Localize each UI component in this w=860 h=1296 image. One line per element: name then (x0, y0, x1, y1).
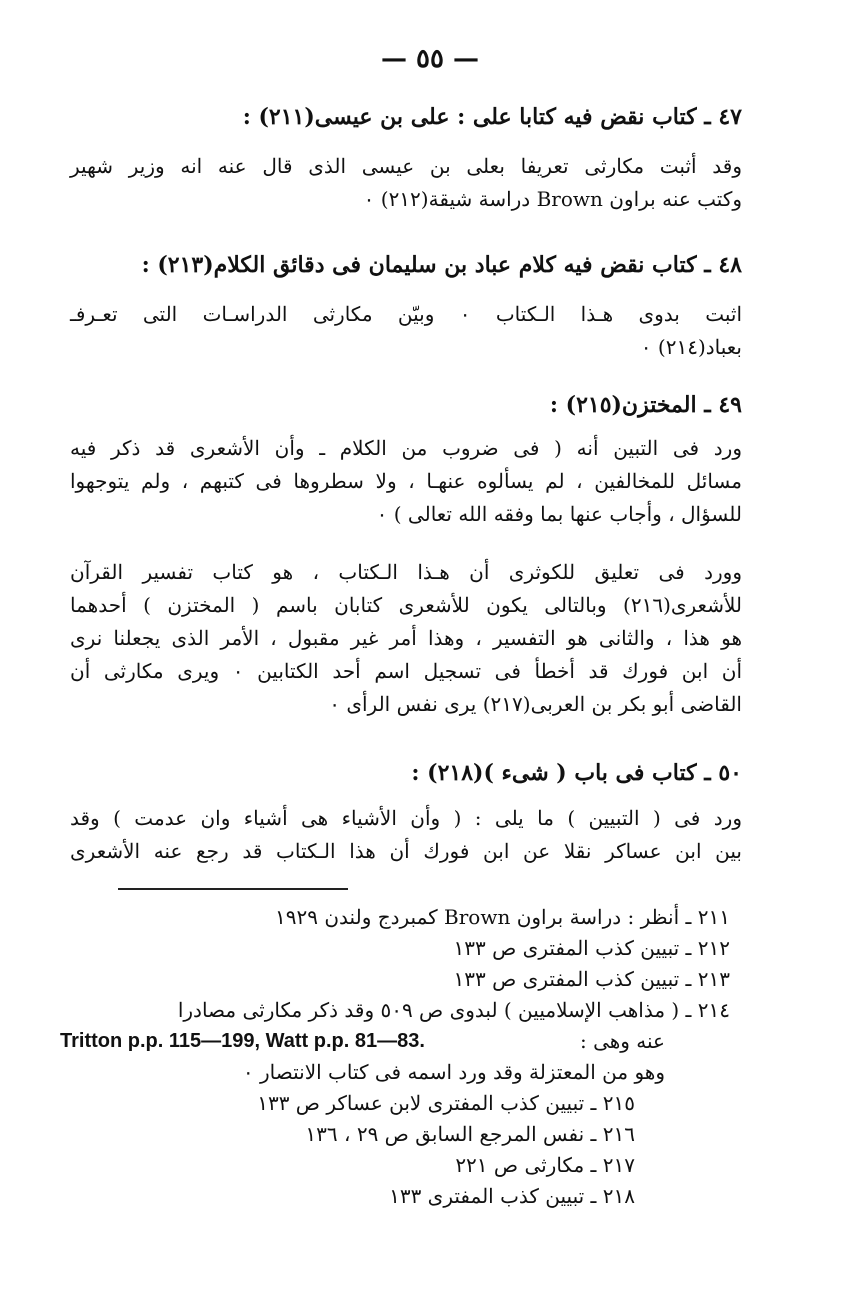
footnotes (60, 902, 730, 1212)
text-line: القاضى أبو بكر بن العربى(٢١٧) يرى نفس الرأى ٠ (329, 692, 742, 716)
footnote-214-label: عنه وهى : (579, 1029, 665, 1053)
text-line: مسائل للمخالفين ، لم يسألوه عنهـا ، ولا سطروها فى كتبهم ، ولم يتوجهوا (70, 469, 742, 493)
section-heading-50: ٥٠ ـ كتاب فى باب ( شىء )(٢١٨) : (411, 760, 742, 786)
section-49-paragraph-2 (70, 556, 742, 721)
section-49-paragraph-1 (70, 432, 742, 531)
text-line: أن ابن فورك قد أخطأ فى تسجيل اسم أحد الكتابين ٠ ويرى مكارثى أن (70, 659, 743, 683)
text-line: وورد فى تعليق للكوثرى أن هـذا الـكتاب ، هو كتاب تفسير القرآن (70, 560, 742, 584)
page-number: — ٥٥ — (380, 44, 480, 74)
text-line: هو هذا ، والثانى هو التفسير ، وهذا أمر غير مقبول ، الأمر الذى يجعلنا نرى (70, 626, 742, 650)
footnote-211: ٢١١ ـ أنظر : دراسة براون Brown كمبردج ولندن ١٩٢٩ (275, 905, 730, 929)
section-47-paragraph (70, 150, 742, 216)
footnote-213: ٢١٣ ـ تبيين كذب المفترى ص ١٣٣ (453, 967, 730, 991)
text-line: اثبت بدوى هـذا الـكتاب ٠ وبيّن مكارثى الدراسـات التى تعـرفـ (70, 302, 742, 326)
text-line: وقد أثبت مكارثى تعريفا بعلى بن عيسى الذى قال عنه انه وزير شهير (70, 154, 742, 178)
footnote-212: ٢١٢ ـ تبيين كذب المفترى ص ١٣٣ (453, 936, 730, 960)
section-50-paragraph (70, 802, 742, 868)
text-line: ورد فى ( التبيين ) ما يلى : ( وأن الأشياء هى أشياء وان عدمت ) وقد (70, 806, 742, 830)
footnote-214-continuation (60, 1026, 730, 1057)
footnote-214: ٢١٤ ـ ( مذاهب الإسلاميين ) لبدوى ص ٥٠٩ وقد ذكر مكارثى مصادرا (177, 998, 730, 1022)
footnote-215: ٢١٥ ـ تبيين كذب المفترى لابن عساكر ص ١٣٣ (257, 1091, 635, 1115)
footnote-214-references: Tritton p.p. 115—199, Watt p.p. 81—83. (60, 1030, 425, 1052)
text-line: للأشعرى(٢١٦) وبالتالى يكون للأشعرى كتابان باسم ( المختزن ) أحدهما (70, 593, 742, 617)
footnote-214-note: وهو من المعتزلة وقد ورد اسمه فى كتاب الانتصار ٠ (242, 1060, 665, 1084)
footnote-218: ٢١٨ ـ تبيين كذب المفترى ١٣٣ (389, 1184, 635, 1208)
text-line: للسؤال ، وأجاب عنها بما وفقه الله تعالى ) ٠ (376, 502, 742, 526)
footnote-216: ٢١٦ ـ نفس المرجع السابق ص ٢٩ ، ١٣٦ (305, 1122, 635, 1146)
text-line: وكتب عنه براون Brown دراسة شيقة(٢١٢) ٠ (363, 187, 742, 211)
text-line: بعباد(٢١٤) ٠ (640, 335, 742, 359)
text-line: بين ابن عساكر نقلا عن ابن فورك أن هذا الـكتاب قد رجع عنه الأشعرى (70, 839, 742, 863)
section-heading-48: ٤٨ ـ كتاب نقض فيه كلام عباد بن سليمان فى دقائق الكلام(٢١٣) : (141, 252, 742, 278)
footnote-217: ٢١٧ ـ مكارثى ص ٢٢١ (455, 1153, 635, 1177)
section-heading-47: ٤٧ ـ كتاب نقض فيه كتابا على : على بن عيسى(٢١١) : (242, 104, 742, 130)
footnote-divider (118, 888, 348, 890)
section-heading-49: ٤٩ ـ المختزن(٢١٥) : (549, 392, 742, 418)
text-line: ورد فى التبين أنه ( فى ضروب من الكلام ـ وأن الأشعرى قد ذكر فيه (70, 436, 742, 460)
section-48-paragraph (70, 298, 742, 364)
